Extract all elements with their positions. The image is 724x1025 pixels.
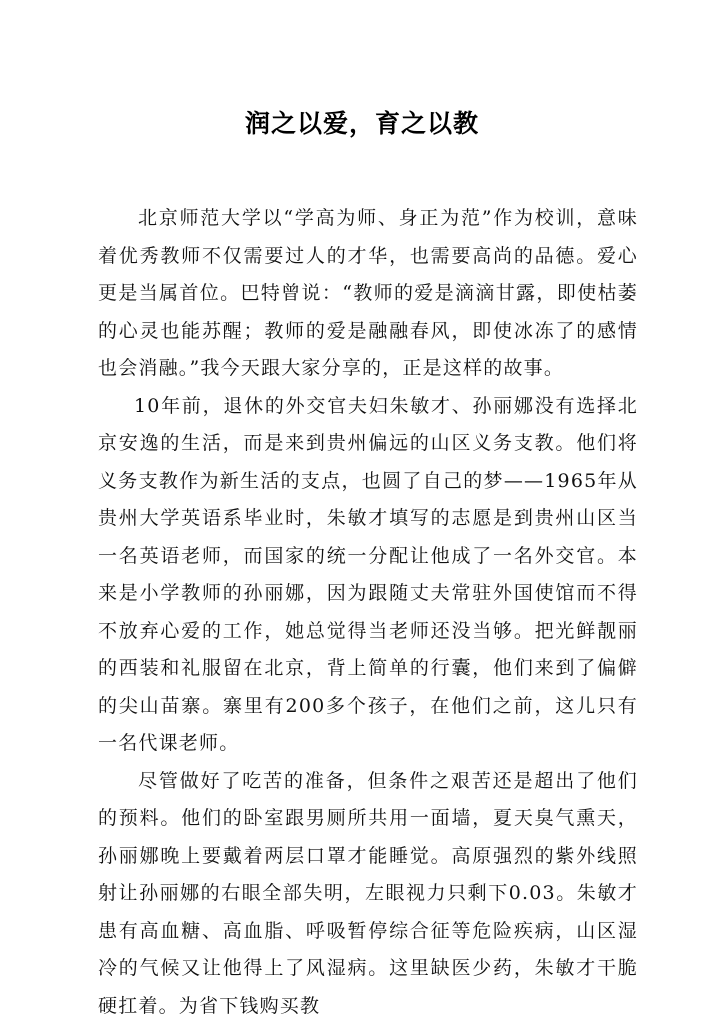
paragraph-hardships: 尽管做好了吃苦的准备，但条件之艰苦还是超出了他们的预料。他们的卧室跟男厕所共用一面墙，夏天臭气熏天，孙丽娜晚上要戴着两层口罩才能睡觉。高原强烈的紫外线照射让孙丽娜的右眼全部失明，左眼视力只剩下0.03。朱敏才患有高血糖、高血脂、呼吸暂停综合征等危险疾病，山区湿冷的气候又让他得上了风湿病。这里缺医少药，朱敏才干脆硬扛着。为省下钱购买教 bbox=[98, 763, 638, 1025]
document-body bbox=[98, 200, 638, 1025]
paragraph-retired-diplomats: 10年前，退休的外交官夫妇朱敏才、孙丽娜没有选择北京安逸的生活，而是来到贵州偏远的山区义务支教。他们将义务支教作为新生活的支点，也圆了自己的梦——1965年从贵州大学英语系毕业时，朱敏才填写的志愿是到贵州山区当一名英语老师，而国家的统一分配让他成了一名外交官。本来是小学教师的孙丽娜，因为跟随丈夫常驻外国使馆而不得不放弃心爱的工作，她总觉得当老师还没当够。把光鲜靓丽的西装和礼服留在北京，背上简单的行囊，他们来到了偏僻的尖山苗寨。寨里有200多个孩子，在他们之前，这儿只有一名代课老师。 bbox=[98, 388, 638, 763]
paragraph-intro: 北京师范大学以“学高为师、身正为范”作为校训，意味着优秀教师不仅需要过人的才华，也需要高尚的品德。爱心更是当属首位。巴特曾说：“教师的爱是滴滴甘露，即使枯萎的心灵也能苏醒；教师的爱是融融春风，即使冰冻了的感情也会消融。”我今天跟大家分享的，正是这样的故事。 bbox=[98, 200, 638, 388]
document-title: 润之以爱，育之以教 bbox=[0, 104, 724, 140]
